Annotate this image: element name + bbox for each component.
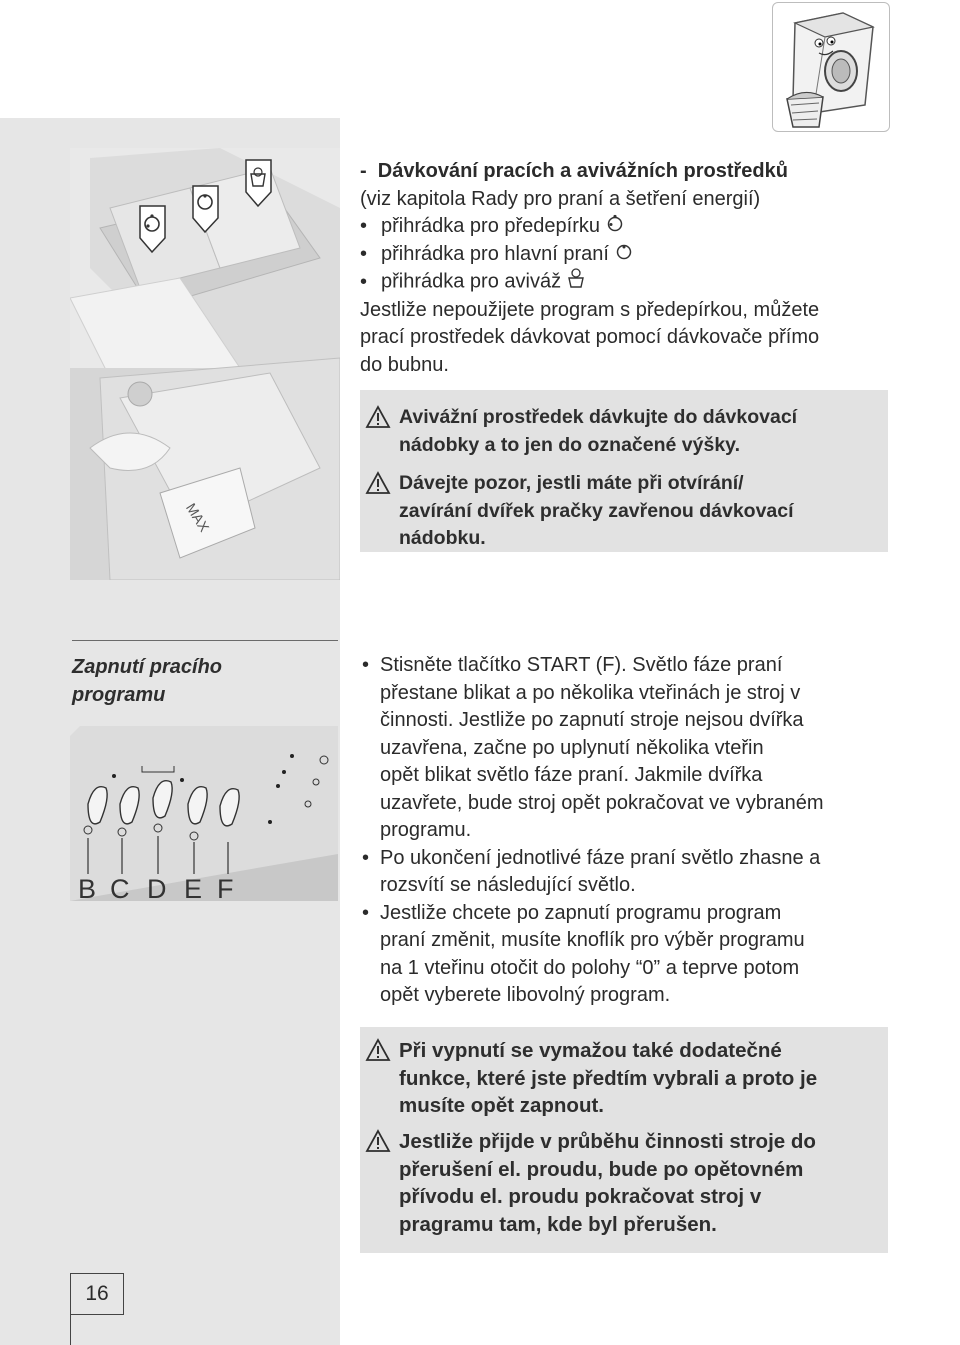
detergent-drawer-illustration bbox=[70, 148, 340, 580]
panel-label-e: E bbox=[184, 874, 203, 901]
warning-power-outage: Jestliže přijde v průběhu činnosti stroje do přerušení el. proudu, bude po opětovném přívodu el. proudu pokračovat stroj v pragramu tam, kde byl přerušen. bbox=[399, 1128, 816, 1238]
dosing-paragraph-line-2: prací prostředek dávkovat pomocí dávkovače přímo bbox=[360, 326, 820, 349]
dosing-paragraph-line-3: do bubnu. bbox=[360, 353, 449, 376]
dosing-reference: (viz kapitola Rady pro praní a šetření energií) bbox=[360, 187, 761, 210]
warning-icon bbox=[365, 471, 391, 504]
washing-machine-logo bbox=[772, 2, 890, 132]
page-number-rule bbox=[70, 1313, 71, 1345]
warning-drawer-closed: Dávejte pozor, jestli máte při otvírání/ zavírání dvířek pračky zavřenou dávkovací nádobku. bbox=[399, 470, 794, 553]
warning-softener-level: Avivážní prostředek dávkujte do dávkovací nádobky a to jen do označené výšky. bbox=[399, 404, 797, 459]
compartment-item-mainwash: • přihrádka pro hlavní praní bbox=[360, 241, 920, 269]
instruction-item: • Jestliže chcete po zapnutí programu program praní změnit, musíte knoflík pro výběr programu na 1 vteřinu otočit do polohy “0” a teprve potom opět vyberete libovolný program. bbox=[362, 901, 805, 1006]
panel-label-c: C bbox=[110, 874, 130, 901]
dosing-section bbox=[360, 158, 920, 379]
page-number: 16 bbox=[70, 1273, 124, 1315]
mainwash-icon bbox=[615, 241, 633, 269]
washing-machine-mascot-icon bbox=[773, 3, 889, 131]
prewash-icon bbox=[606, 213, 624, 241]
compartment-item-prewash: • přihrádka pro předepírku bbox=[360, 213, 920, 241]
warning-icon bbox=[365, 1129, 391, 1161]
instruction-item: • Stisněte tlačítko START (F). Světlo fáze praní přestane blikat a po několika vteřinách je stroj v činnosti. Jestliže po zapnutí stroje nejsou dvířka uzavřena, začne po uplynutí několika vteřin opět blikat světlo fáze praní. Jakmile dvířka uzavřete, bude stroj opět pokračovat ve vybraném programu. bbox=[362, 654, 824, 841]
max-mark: MAX bbox=[182, 500, 213, 535]
dosing-title: - Dávkování pracích a avivážních prostředků bbox=[360, 160, 788, 182]
warning-icon bbox=[365, 405, 391, 438]
panel-label-d: D bbox=[147, 874, 167, 901]
warning-icon bbox=[365, 1038, 391, 1070]
warning-functions-reset: Při vypnutí se vymažou také dodatečné funkce, které jste předtím vybrali a proto je musíte opět zapnout. bbox=[399, 1037, 817, 1120]
start-program-instructions bbox=[360, 652, 900, 1010]
section-heading-start-program: Zapnutí pracího programu bbox=[72, 640, 338, 709]
dosing-paragraph-line-1: Jestliže nepoužijete program s předepírkou, můžete bbox=[360, 298, 820, 321]
compartment-item-softener: • přihrádka pro aviváž bbox=[360, 268, 920, 297]
panel-label-f: F bbox=[217, 874, 234, 901]
panel-label-b: B bbox=[78, 874, 97, 901]
instruction-item: • Po ukončení jednotlivé fáze praní světlo zhasne a rozsvítí se následující světlo. bbox=[362, 846, 821, 896]
softener-icon bbox=[567, 268, 585, 297]
control-panel-illustration bbox=[70, 726, 338, 901]
